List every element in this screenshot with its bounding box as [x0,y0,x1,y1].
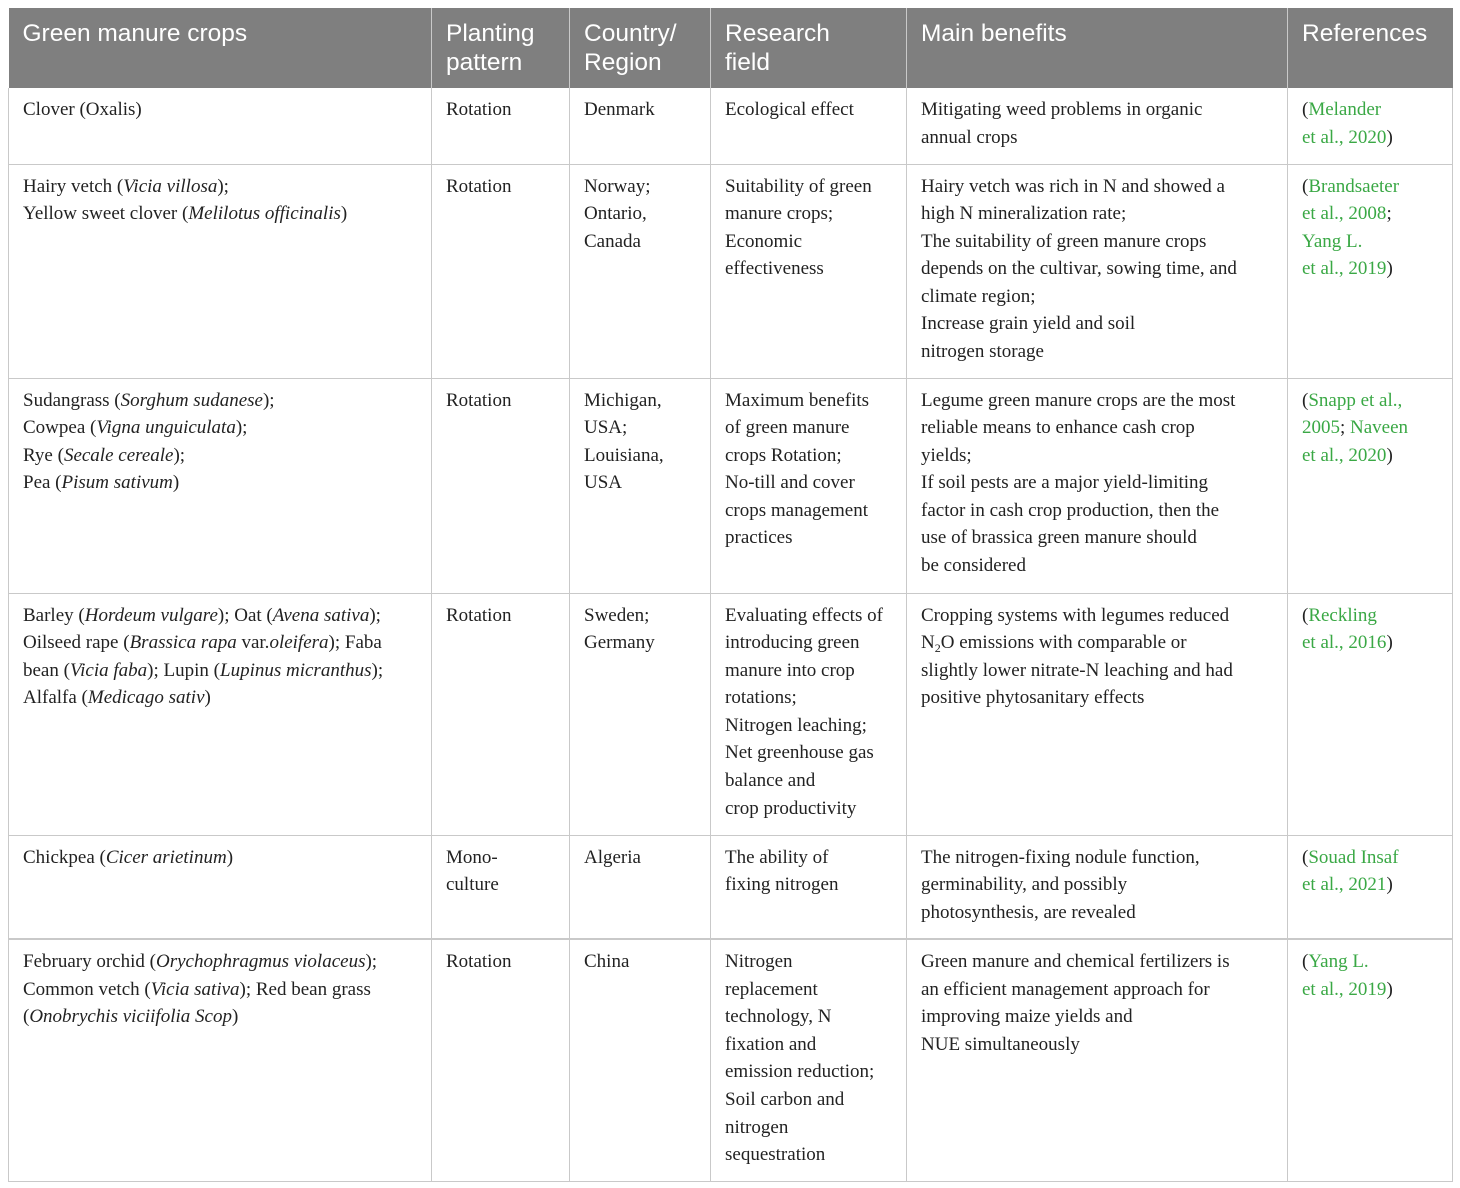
cell-crops: Hairy vetch (Vicia villosa); Yellow sweet clover (Melilotus officinalis) [9,164,432,378]
cell-benefits: Legume green manure crops are the most reliable means to enhance cash crop yields; If soil pests are a major yield-limiting factor in cash crop production, then the use of brassica green manure should be considered [907,378,1288,593]
cell-region: Sweden; Germany [570,593,711,835]
cell-benefits: Hairy vetch was rich in N and showed a high N mineralization rate; The suitability of green manure crops depends on the cultivar, sowing time, and climate region; Increase grain yield and soil nitrogen storage [907,164,1288,378]
header-research-field: Research field [711,8,907,88]
cell-field: Nitrogen replacement technology, N fixation and emission reduction; Soil carbon and nitrogen sequestration [711,939,907,1181]
reference-link[interactable]: et al., 2008 [1302,203,1387,225]
cell-pattern: Rotation [432,378,570,593]
table-row [9,88,1453,164]
cell-pattern: Rotation [432,88,570,164]
cell-field: Evaluating effects of introducing green manure into crop rotations; Nitrogen leaching; Net greenhouse gas balance and crop productivity [711,593,907,835]
reference-link[interactable]: Souad Insaf [1308,846,1399,868]
table-row [9,939,1453,1181]
cell-pattern: Rotation [432,939,570,1181]
cell-crops: Sudangrass (Sorghum sudanese); Cowpea (Vigna unguiculata); Rye (Secale cereale); Pea (Pisum sativum) [9,378,432,593]
table-row [9,593,1453,835]
cell-references: (Reckling et al., 2016) [1288,593,1453,835]
reference-link[interactable]: et al., 2021 [1302,874,1387,896]
cell-references: (Souad Insaf et al., 2021) [1288,835,1453,939]
cell-pattern: Rotation [432,593,570,835]
header-row [9,8,1453,88]
table-row [9,835,1453,939]
cell-crops: Chickpea (Cicer arietinum) [9,835,432,939]
cell-references: (Melander et al., 2020) [1288,88,1453,164]
table-header [9,8,1453,88]
cell-field: The ability of fixing nitrogen [711,835,907,939]
cell-field: Maximum benefits of green manure crops Rotation; No-till and cover crops management practices [711,378,907,593]
cell-benefits: Green manure and chemical fertilizers is an efficient management approach for improving maize yields and NUE simultaneously [907,939,1288,1181]
reference-link[interactable]: Reckling [1308,604,1377,626]
header-references: References [1288,8,1453,88]
cell-region: Denmark [570,88,711,164]
cell-references: (Yang L. et al., 2019) [1288,939,1453,1181]
table-row [9,378,1453,593]
cell-region: Algeria [570,835,711,939]
header-country-region: Country/ Region [570,8,711,88]
header-planting-pattern: Planting pattern [432,8,570,88]
cell-field: Suitability of green manure crops; Economic effectiveness [711,164,907,378]
reference-link[interactable]: et al., 2019 [1302,978,1387,1000]
cell-region: Norway; Ontario, Canada [570,164,711,378]
cell-field: Ecological effect [711,88,907,164]
cell-benefits: Mitigating weed problems in organic annual crops [907,88,1288,164]
cell-pattern: Mono- culture [432,835,570,939]
cell-references: (Brandsaeter et al., 2008; Yang L. et al., 2019) [1288,164,1453,378]
cell-region: Michigan, USA; Louisiana, USA [570,378,711,593]
header-green-manure-crops: Green manure crops [22,20,248,47]
reference-link[interactable]: Yang L. [1302,230,1363,252]
cell-crops: February orchid (Orychophragmus violaceus); Common vetch (Vicia sativa); Red bean grass (Onobrychis viciifolia Scop) [9,939,432,1181]
reference-link[interactable]: Snapp et al., [1308,389,1403,411]
reference-link[interactable]: et al., 2019 [1302,258,1387,280]
reference-link[interactable]: et al., 2020 [1302,444,1387,466]
header-main-benefits: Main benefits [907,8,1288,88]
reference-link[interactable]: et al., 2016 [1302,632,1387,654]
reference-link[interactable]: 2005 [1302,417,1340,439]
reference-link[interactable]: Yang L. [1308,951,1369,972]
reference-link[interactable]: Brandsaeter [1308,175,1400,197]
green-manure-table [8,8,1453,1182]
cell-crops: Clover (Oxalis) [9,88,432,164]
cell-crops: Barley (Hordeum vulgare); Oat (Avena sativa); Oilseed rape (Brassica rapa var.oleifera); Faba bean (Vicia faba); Lupin (Lupinus micranthus); Alfalfa (Medicago sativ) [9,593,432,835]
cell-benefits: The nitrogen-fixing nodule function, germinability, and possibly photosynthesis, are revealed [907,835,1288,939]
cell-pattern: Rotation [432,164,570,378]
cell-references: (Snapp et al., 2005; Naveen et al., 2020) [1288,378,1453,593]
reference-link[interactable]: Melander [1308,99,1382,120]
table-row [9,164,1453,378]
cell-benefits: Cropping systems with legumes reduced $N_2O$ emissions with comparable or slightly lower nitrate-N leaching and had positive phytosanitary effects [907,593,1288,835]
reference-link[interactable]: et al., 2020 [1302,126,1387,148]
cell-region: China [570,939,711,1181]
reference-link[interactable]: Naveen [1350,417,1409,439]
